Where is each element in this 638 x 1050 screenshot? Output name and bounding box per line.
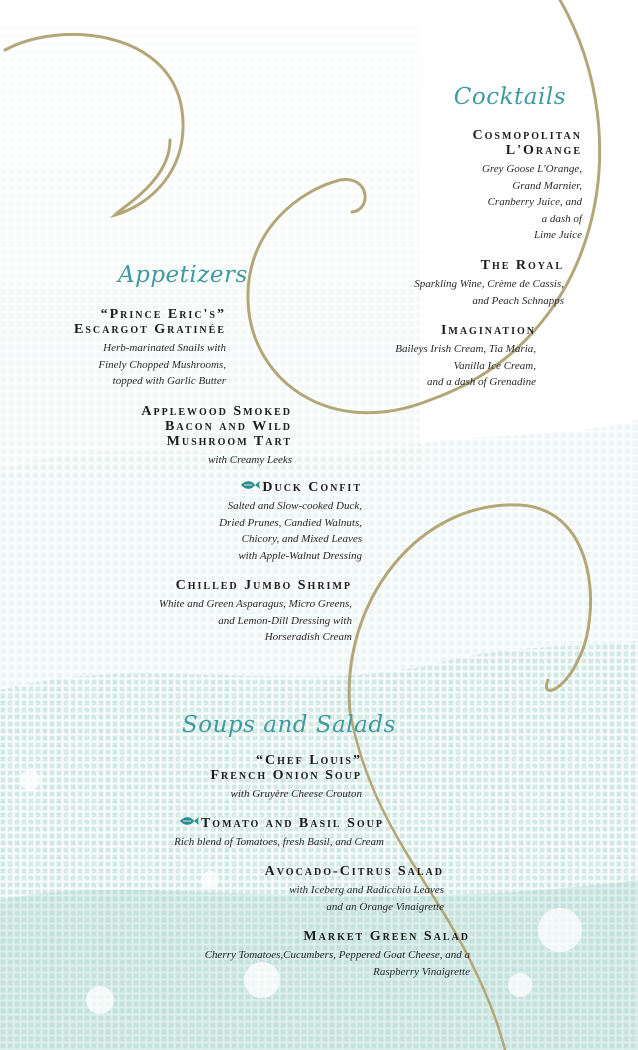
item-description: Cherry Tomatoes,Cucumbers, Peppered Goat Cheese, and a Raspberry Vinaigrette: [204, 949, 470, 978]
menu-item-duck-confit: [219, 480, 362, 564]
item-description: Herb-marinated Snails with Finely Chopped Mushrooms, topped with Garlic Butter: [98, 342, 226, 387]
item-description: White and Green Asparagus, Micro Greens, and Lemon-Dill Dressing with Horseradish Cream: [158, 598, 352, 643]
item-name: Cosmopolitan L'Orange: [472, 128, 582, 158]
menu-item-tomato-basil-soup: [174, 816, 384, 851]
fish-icon: [179, 816, 199, 826]
item-name: Duck Confit: [219, 480, 362, 495]
menu-item-imagination: [395, 323, 536, 391]
menu-item-the-royal: [414, 258, 564, 309]
item-description: Salted and Slow-cooked Duck, Dried Prunes, Candied Walnuts, Chicory, and Mixed Leaves with Apple-Walnut Dressing: [219, 500, 362, 562]
section-title-appetizers: Appetizers: [118, 262, 248, 288]
item-name: Market Green Salad: [303, 929, 470, 944]
item-description: with Gruyère Cheese Crouton: [230, 788, 362, 800]
item-name: Tomato and Basil Soup: [174, 816, 384, 831]
item-name: Avocado-Citrus Salad: [264, 864, 444, 879]
menu-item-jumbo-shrimp: [159, 578, 352, 646]
item-name: Imagination: [440, 323, 536, 338]
fish-icon: [240, 480, 260, 490]
menu-item-cosmopolitan: [473, 128, 583, 244]
menu-item-french-onion-soup: [210, 753, 362, 803]
menu-item-escargot: [74, 307, 226, 390]
section-title-soups-and-salads: Soups and Salads: [182, 712, 396, 738]
item-name: Applewood Smoked Bacon and Wild Mushroom Tart: [141, 404, 292, 449]
item-name: “Chef Louis” French Onion Soup: [210, 753, 362, 783]
item-description: with Creamy Leeks: [208, 454, 292, 466]
item-description: Sparkling Wine, Crème de Cassis, and Peach Schnapps: [414, 278, 564, 307]
item-name: The Royal: [480, 258, 564, 273]
item-name: “Prince Eric's” Escargot Gratinée: [73, 307, 226, 337]
section-title-cocktails: Cocktails: [453, 84, 566, 110]
item-name: Chilled Jumbo Shrimp: [175, 578, 352, 593]
menu-item-mushroom-tart: [141, 404, 292, 469]
item-description: Rich blend of Tomatoes, fresh Basil, and Cream: [174, 836, 384, 848]
menu-item-market-green-salad: [205, 929, 470, 980]
item-description: Grey Goose L'Orange, Grand Marnier, Cranberry Juice, and a dash of Lime Juice: [481, 163, 582, 241]
item-description: with Iceberg and Radicchio Leaves and an Orange Vinaigrette: [289, 884, 444, 913]
menu-item-avocado-citrus-salad: [265, 864, 444, 915]
item-description: Baileys Irish Cream, Tia Maria, Vanilla Ice Cream, and a dash of Grenadine: [395, 343, 536, 388]
